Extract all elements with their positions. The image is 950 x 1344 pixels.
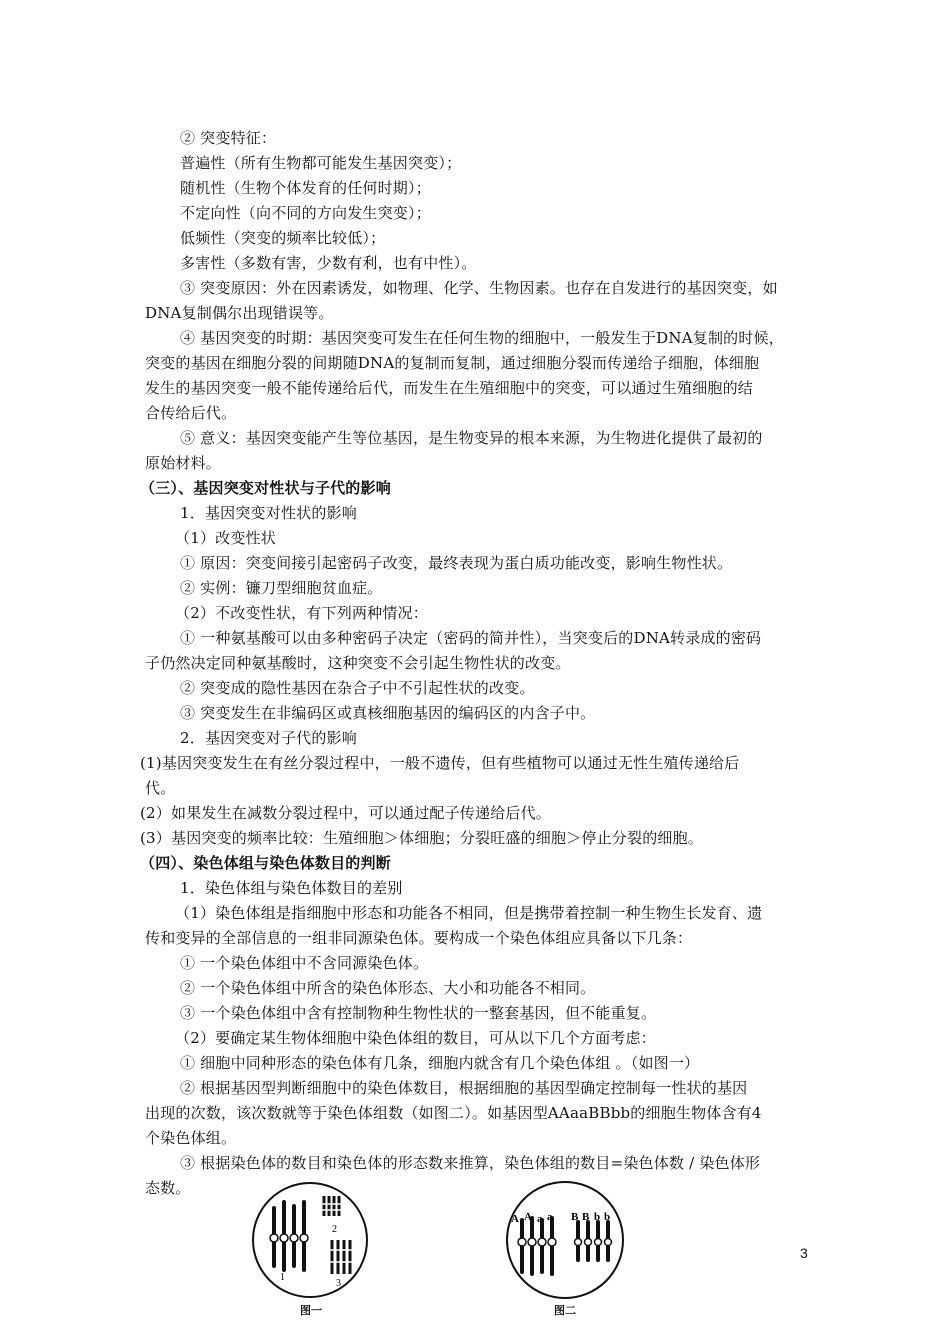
text-line: （2）要确定某生物体细胞中染色体组的数目，可从以下几个方面考虑： <box>175 1029 656 1047</box>
text-line: 多害性（多数有害，少数有利，也有中性）。 <box>180 254 477 272</box>
text-line: (1)基因突变发生在有丝分裂过程中，一般不遗传，但有些植物可以通过无性生殖传递给后 <box>140 754 740 772</box>
text-line: ② 突变成的隐性基因在杂合子中不引起性状的改变。 <box>180 679 535 697</box>
text-line: ③ 突变发生在非编码区或真核细胞基因的编码区的内含子中。 <box>180 704 596 722</box>
figure-2-gene-label: b <box>594 1211 601 1223</box>
text-line: ② 根据基因型判断细胞中的染色体数目，根据细胞的基因型确定控制每一性状的基因 <box>180 1079 748 1097</box>
text-line: 发生的基因突变一般不能传递给后代，而发生在生殖细胞中的突变，可以通过生殖细胞的结 <box>145 379 754 397</box>
text-line: 子仍然决定同种氨基酸时，这种突变不会引起生物性状的改变。 <box>145 654 571 672</box>
figure-1-label: 2 <box>332 1224 337 1235</box>
text-line: ① 一种氨基酸可以由多种密码子决定（密码的简并性），当突变后的DNA转录成的密码 <box>180 629 762 647</box>
figure-2-gene-label: a <box>537 1213 543 1225</box>
text-line: （1）改变性状 <box>175 529 276 547</box>
text-line: ③ 根据染色体的数目和染色体的形态数来推算，染色体组的数目=染色体数 / 染色体形 <box>180 1154 761 1172</box>
text-line: ③ 一个染色体组中含有控制物种生物性状的一整套基因，但不能重复。 <box>180 1004 657 1022</box>
text-line: ① 原因：突变间接引起密码子改变，最终表现为蛋白质功能改变，影响生物性状。 <box>180 554 733 572</box>
text-line: ④ 基因突变的时期：基因突变可发生在任何生物的细胞中，一般发生于DNA复制的时候， <box>180 329 784 347</box>
figure-2-gene-label: A <box>524 1211 532 1223</box>
text-line: ② 实例：镰刀型细胞贫血症。 <box>180 579 383 597</box>
text-line: （1）染色体组是指细胞中形态和功能各不相同，但是携带着控制一种生物生长发育、遗 <box>175 904 763 922</box>
text-line: ① 一个染色体组中不含同源染色体。 <box>180 954 429 972</box>
figure-1-caption: 图一 <box>300 1304 322 1317</box>
text-line: ① 细胞中同种形态的染色体有几条，细胞内就含有几个染色体组 。（如图一） <box>180 1054 700 1072</box>
text-line: 普遍性（所有生物都可能发生基因突变）； <box>180 154 462 172</box>
text-line: (3）基因突变的频率比较：生殖细胞＞体细胞；分裂旺盛的细胞＞停止分裂的细胞。 <box>140 829 703 847</box>
text-line: 2．基因突变对子代的影响 <box>180 729 357 747</box>
text-line: 1．基因突变对性状的影响 <box>180 504 357 522</box>
text-line: ② 突变特征： <box>180 129 277 147</box>
figure-2-caption: 图二 <box>554 1304 576 1317</box>
text-line: ⑤ 意义：基因突变能产生等位基因，是生物变异的根本来源，为生物进化提供了最初的 <box>180 429 763 447</box>
figure-1-chromosome-diagram <box>250 1180 370 1300</box>
figure-2-gene-label: a <box>547 1211 553 1223</box>
text-line: 不定向性（向不同的方向发生突变）； <box>180 204 431 222</box>
text-line: 出现的次数，该次数就等于染色体组数（如图二）。如基因型AAaaBBbb的细胞生物体含有4 <box>145 1104 762 1122</box>
figure-1-label: 3 <box>336 1278 341 1289</box>
text-line: 个染色体组。 <box>145 1129 237 1147</box>
text-line: （2）不改变性状，有下列两种情况： <box>175 604 428 622</box>
figure-2-gene-label: A <box>511 1213 519 1225</box>
section-heading: （四）、染色体组与染色体数目的判断 <box>140 854 391 872</box>
text-line: 态数。 <box>145 1179 191 1197</box>
figure-2-gene-label: b <box>604 1211 611 1223</box>
text-line: ③ 突变原因：外在因素诱发，如物理、化学、生物因素。也存在自发进行的基因突变，如 <box>180 279 778 297</box>
text-line: (2）如果发生在减数分裂过程中，可以通过配子传递给后代。 <box>140 804 551 822</box>
page-number: 3 <box>800 1245 808 1261</box>
text-line: 代。 <box>145 779 176 797</box>
figure-2-gene-label: B <box>582 1211 590 1223</box>
text-line: ② 一个染色体组中所含的染色体形态、大小和功能各不相同。 <box>180 979 596 997</box>
text-line: 随机性（生物个体发育的任何时期）； <box>180 179 431 197</box>
figure-2-gene-label: B <box>571 1211 579 1223</box>
text-line: 原始材料。 <box>145 454 222 472</box>
text-line: 低频性（突变的频率比较低）； <box>180 229 386 247</box>
text-line: 突变的基因在细胞分裂的间期随DNA的复制而复制，通过细胞分裂而传递给子细胞，体细胞 <box>145 354 760 372</box>
figure-2-chromosome-diagram <box>500 1180 630 1300</box>
text-line: 1．染色体组与染色体数目的差别 <box>180 879 403 897</box>
figure-1-label: 1 <box>280 1272 285 1283</box>
text-line: 合传给后代。 <box>145 404 237 422</box>
section-heading: （三）、基因突变对性状与子代的影响 <box>140 479 391 497</box>
text-line: DNA复制偶尔出现错误等。 <box>145 304 334 322</box>
text-line: 传和变异的全部信息的一组非同源染色体。要构成一个染色体组应具备以下几条： <box>145 929 693 947</box>
